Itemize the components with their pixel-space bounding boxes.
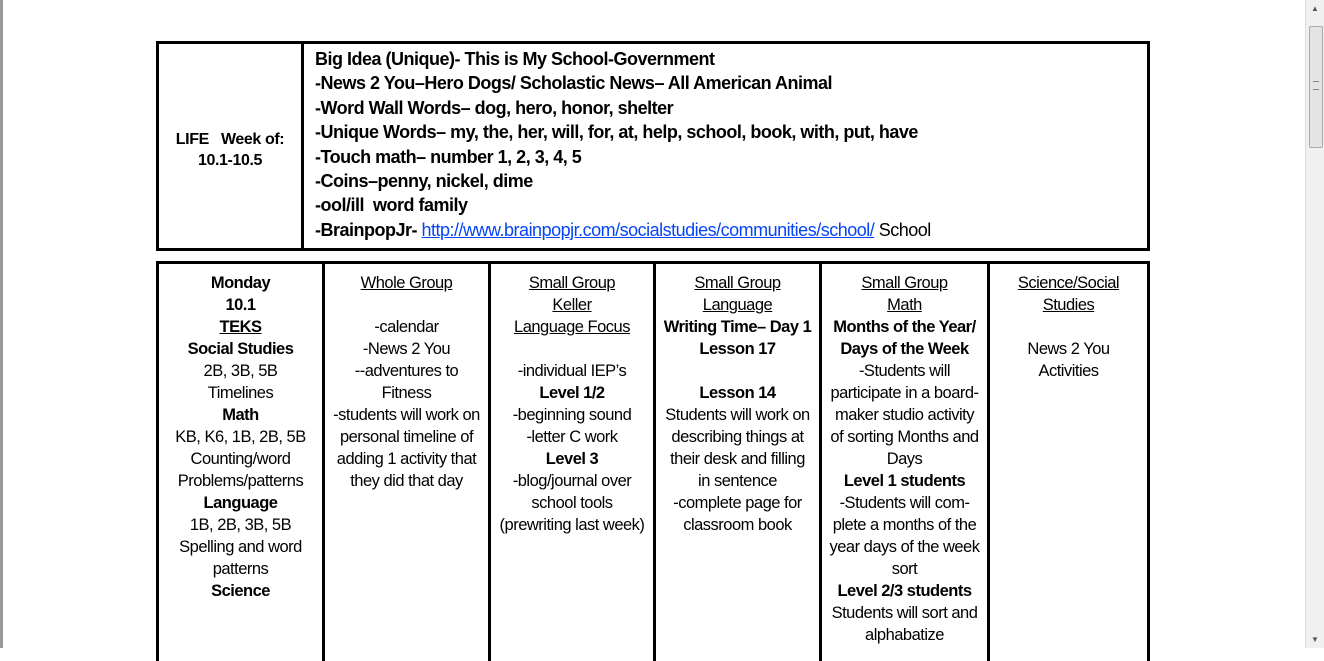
news-line: -News 2 You–Hero Dogs/ Scholastic News– All American Animal (315, 73, 833, 94)
cell-line: Whole Group (360, 274, 453, 292)
cell-line: Counting/word (190, 450, 291, 468)
cell-line: sort (891, 560, 918, 578)
week-label: LIFE Week of: (175, 131, 285, 148)
grip-icon (1313, 81, 1319, 90)
cell-line: Small Group (694, 274, 781, 292)
cell-line: Language (203, 494, 278, 512)
cell-line: Language (702, 296, 773, 314)
cell-line: -Students will com- (839, 494, 970, 512)
word-family-line: -ool/ill word family (315, 195, 468, 216)
week-dates: 10.1-10.5 (197, 152, 262, 169)
scroll-up-arrow-icon[interactable]: ▲ (1311, 4, 1319, 13)
cell-line: (prewriting last week) (499, 516, 645, 534)
cell-line: Level 1/2 (539, 384, 605, 402)
cell-line: plete a months of the (832, 516, 977, 534)
brainpop-suffix: School (874, 219, 931, 240)
column-small-group-keller (491, 264, 656, 661)
touch-math-line: -Touch math– number 1, 2, 3, 4, 5 (315, 146, 582, 167)
unique-words-line: -Unique Words– my, the, her, will, for, at, help, school, book, with, put, have (315, 122, 918, 143)
window-left-edge (0, 0, 3, 648)
cell-line: Studies (1042, 296, 1095, 314)
cell-line: -calendar (374, 318, 439, 336)
cell-line: --adventures to (354, 362, 459, 380)
cell-line (990, 316, 1147, 338)
brainpop-prefix: -BrainpopJr- (315, 219, 422, 240)
cell-line (325, 294, 488, 316)
brainpop-line (315, 218, 1147, 242)
cell-line: Level 2/3 students (837, 582, 972, 600)
cell-line (491, 338, 653, 360)
column-whole-group (325, 264, 491, 661)
big-idea-line: Big Idea (Unique)- This is My School-Government (315, 49, 715, 69)
cell-line: -letter C work (526, 428, 618, 446)
cell-line: Lesson 17 (699, 340, 776, 358)
cell-line: Students will work on (665, 406, 810, 424)
scrollbar-thumb[interactable] (1309, 26, 1323, 148)
cell-line (656, 360, 819, 382)
cell-line: Science (211, 582, 270, 600)
cell-line: of sorting Months and (830, 428, 979, 446)
cell-line: -individual IEP’s (517, 362, 627, 380)
cell-line: Small Group (861, 274, 948, 292)
cell-line: describing things at (671, 428, 804, 446)
cell-line: in sentence (698, 472, 777, 490)
cell-line: Days (886, 450, 923, 468)
word-wall-line: -Word Wall Words– dog, hero, honor, shelter (315, 97, 674, 118)
cell-line: KB, K6, 1B, 2B, 5B (175, 428, 306, 446)
cell-line: 2B, 3B, 5B (203, 362, 278, 380)
cell-line: -blog/journal over (512, 472, 632, 490)
cell-line: -Students will (858, 362, 951, 380)
big-idea-cell (304, 44, 1147, 248)
cell-line: patterns (212, 560, 269, 578)
cell-line: -students will work on (333, 406, 480, 424)
cell-line: Days of the Week (840, 340, 969, 358)
cell-line: school tools (531, 494, 613, 512)
cell-line: maker studio activity (835, 406, 974, 424)
cell-line: Monday (210, 274, 271, 292)
cell-line: they did that day (350, 472, 463, 490)
week-overview-table (156, 41, 1150, 251)
cell-line: year days of the week (829, 538, 980, 556)
brainpop-link[interactable]: http://www.brainpopjr.com/socialstudies/communities/school/ (421, 219, 875, 240)
cell-line: personal timeline of (339, 428, 474, 446)
cell-line: -beginning sound (512, 406, 632, 424)
cell-line: TEKS (219, 318, 262, 336)
cell-line: Math (222, 406, 259, 424)
cell-line: News 2 You (1027, 340, 1110, 358)
column-small-group-math (822, 264, 990, 661)
cell-line: Social Studies (187, 340, 294, 358)
cell-line: Problems/patterns (177, 472, 304, 490)
cell-line: -News 2 You (362, 340, 451, 358)
cell-line: 1B, 2B, 3B, 5B (189, 516, 292, 534)
cell-line: 10.1 (225, 296, 256, 314)
cell-line: Math (887, 296, 922, 314)
cell-line: Small Group (528, 274, 616, 292)
cell-line: alphabatize (865, 626, 944, 644)
coins-line: -Coins–penny, nickel, dime (315, 171, 533, 192)
cell-line: Lesson 14 (699, 384, 776, 402)
column-monday (159, 264, 325, 661)
cell-line: Level 1 students (843, 472, 966, 490)
cell-line: -complete page for (673, 494, 802, 512)
daily-plan-table (156, 261, 1150, 661)
cell-line: Fitness (381, 384, 432, 402)
cell-line: Timelines (207, 384, 274, 402)
cell-line: Spelling and word (179, 538, 302, 556)
cell-line: Months of the Year/ (833, 318, 976, 336)
cell-line: Level 3 (545, 450, 599, 468)
cell-line: Language Focus (514, 318, 630, 336)
scroll-down-arrow-icon[interactable]: ▼ (1311, 635, 1319, 644)
cell-line: Writing Time– Day 1 (663, 318, 812, 336)
cell-line: participate in a board- (830, 384, 979, 402)
cell-line: classroom book (683, 516, 792, 534)
cell-line: Activities (1038, 362, 1099, 380)
vertical-scrollbar[interactable] (1305, 0, 1324, 648)
cell-line: Keller (552, 296, 592, 314)
cell-line: Science/Social (1017, 274, 1120, 292)
cell-line: their desk and filling (670, 450, 805, 468)
column-small-group-language (656, 264, 822, 661)
cell-line: Students will sort and (831, 604, 978, 622)
week-cell (159, 44, 304, 248)
column-science-social-studies (990, 264, 1147, 661)
cell-line: adding 1 activity that (336, 450, 477, 468)
